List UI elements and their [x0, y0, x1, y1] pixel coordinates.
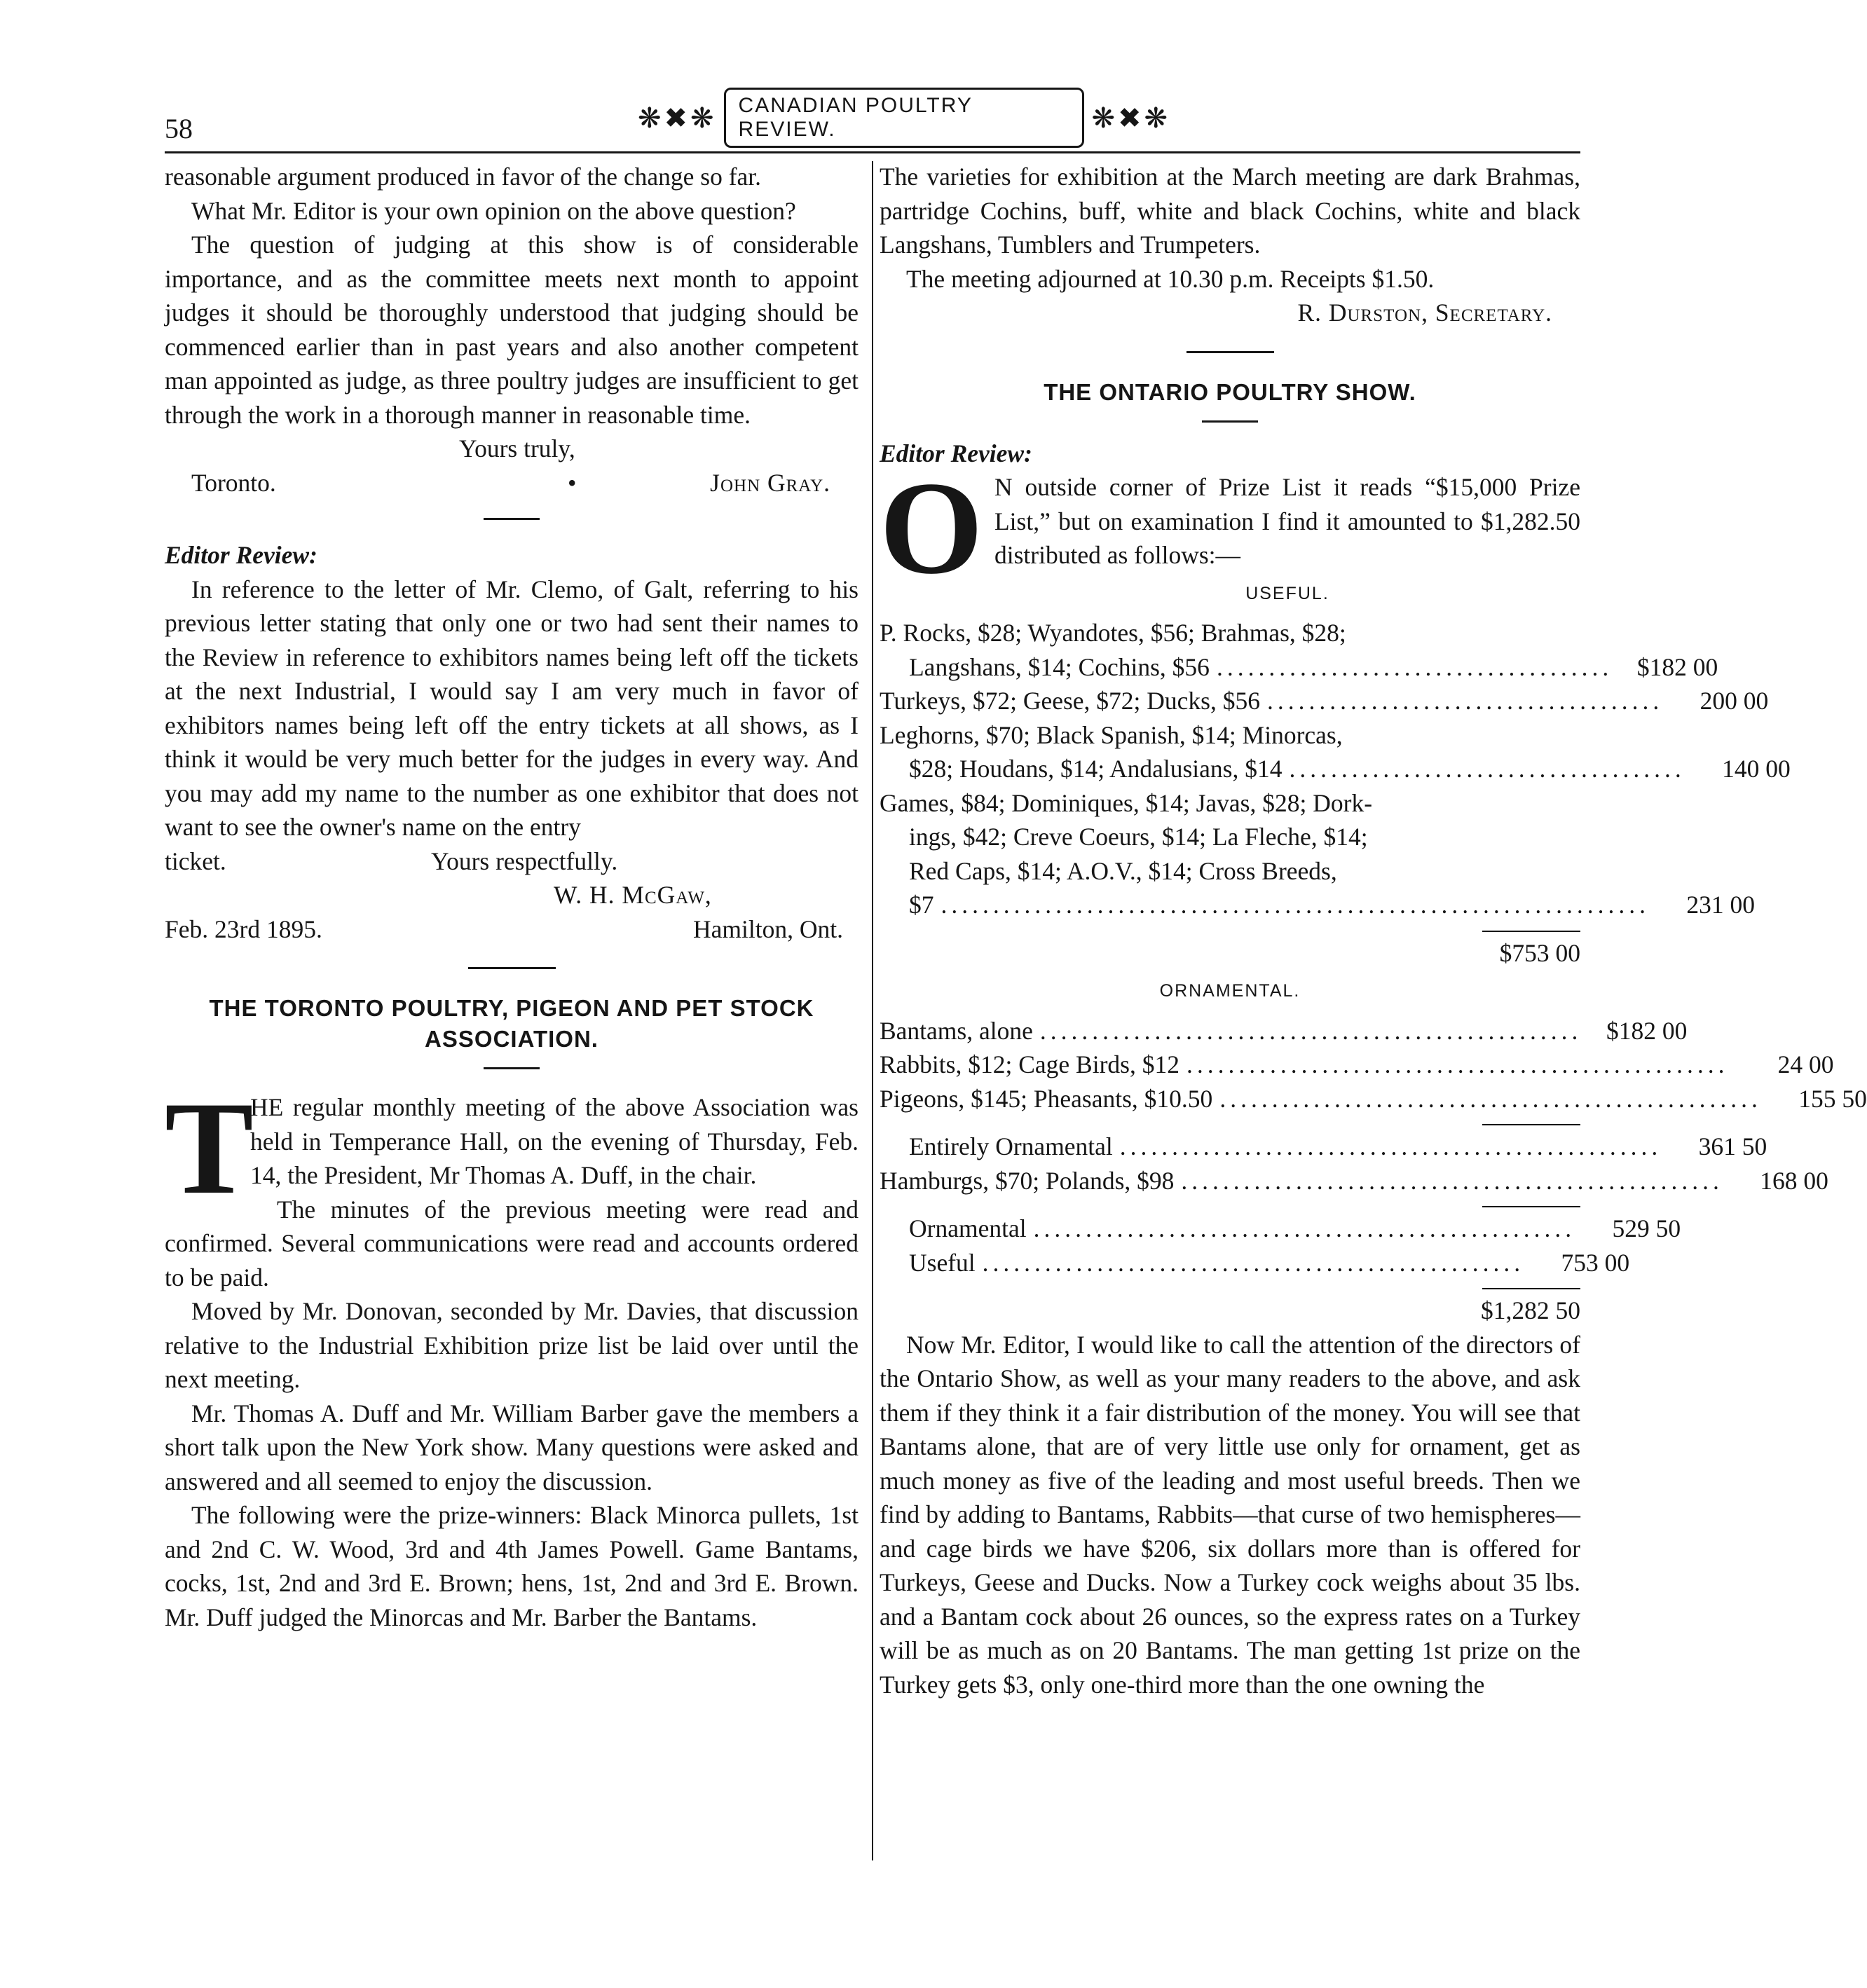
leader-dots: ...................................... — [1267, 687, 1664, 715]
useful-entry — [880, 786, 1755, 922]
entry-amount: $182 00 — [1636, 652, 1718, 681]
entry-label: Rabbits, $12; Cage Birds, $12 — [880, 1050, 1179, 1078]
sum-rule — [1482, 1124, 1580, 1125]
sum-rule — [1482, 1288, 1580, 1289]
text: ticket. — [165, 846, 226, 875]
entry-amount: 24 00 — [1777, 1050, 1834, 1078]
entry-amount: 155 50 — [1798, 1084, 1867, 1113]
entry-label: Ornamental — [909, 1214, 1027, 1242]
entry-label: Turkeys, $72; Geese, $72; Ducks, $56 — [880, 687, 1260, 715]
entry-amount: 231 00 — [1686, 891, 1755, 919]
paragraph: The meeting adjourned at 10.30 p.m. Receipts $1.50. — [906, 264, 1435, 293]
entry-line: ings, $42; Creve Coeurs, $14; La Fleche, $14; — [909, 823, 1368, 851]
entry-label: Entirely Ornamental — [909, 1132, 1113, 1160]
paragraph: The question of judging at this show is of considerable importance, and as the committee meets next month to appoint judges it should be thoroughly understood that judging should be commenced earlier than in past years and also another competent man appointed as judge, as three poultry judges are insufficient to get through the work in a thorough manner in reasonable time. — [165, 231, 859, 429]
entry-label: $7 — [909, 891, 934, 919]
paragraph: What Mr. Editor is your own opinion on the above question? — [191, 196, 796, 225]
place: Toronto. — [191, 468, 276, 497]
entry-label: Bantams, alone — [880, 1016, 1033, 1045]
useful-entry — [880, 616, 1718, 684]
signer: R. Durston, Secretary. — [1297, 299, 1552, 327]
section-label: USEFUL. — [1245, 583, 1329, 603]
paragraph: Moved by Mr. Donovan, seconded by Mr. Davies, that discussion relative to the Industrial Exhibition prize list be laid over until the next meeting. — [165, 1297, 859, 1393]
signoff — [165, 466, 859, 500]
signoff — [165, 912, 859, 947]
leader-dots: .................................................... — [982, 1248, 1525, 1277]
divider — [468, 967, 556, 969]
entry-line: P. Rocks, $28; Wyandotes, $56; Brahmas, $28; — [880, 619, 1346, 647]
section-label: ORNAMENTAL. — [1159, 981, 1301, 1001]
entry-label: Pigeons, $145; Pheasants, $10.50 — [880, 1084, 1213, 1113]
leader-dots: ...................................... — [1289, 755, 1685, 783]
paragraph: Now Mr. Editor, I would like to call the attention of the directors of the Ontario Show, as well as your many readers to the above, and ask them if they think it a fair distribution of the money. You will see that Bantams alone, that are of very little use only for ornament, get as much money as five of the leading and most useful breeds. Then we find by adding to Bantams, Rabbits—that curse of two hemispheres—and cage birds we have $206, six dollars more than is offered for Turkeys, Geese and Ducks. Now a Turkey cock weighs about 35 lbs. and a Bantam cock about 26 ounces, so the express rates on a Turkey will be as much as on 20 Bantams. The man getting 1st prize on the Turkey gets $3, only one-third more than the one owning the — [880, 1330, 1580, 1699]
sum-rule — [1482, 931, 1580, 932]
paragraph: The minutes of the previous meeting were read and confirmed. Several communications were read and accounts ordered to be paid. — [165, 1195, 859, 1291]
leader-dots: ...................................... — [1216, 652, 1613, 681]
paragraph: N outside corner of Prize List it reads “$15,000 Prize List,” but on examination I find it amounted to $1,282.50 distributed as follows:— — [994, 473, 1580, 569]
signoff — [165, 878, 859, 912]
entry-amount: $182 00 — [1606, 1016, 1688, 1045]
entry-amount: 140 00 — [1722, 755, 1791, 783]
entry-row — [880, 1164, 1828, 1198]
entry-amount: 753 00 — [1561, 1248, 1630, 1277]
entry-row — [880, 650, 1718, 685]
divider — [1186, 351, 1274, 353]
leader-dots: .................................................... — [1219, 1084, 1762, 1113]
dropcap: T — [165, 1075, 254, 1222]
page-number: 58 — [165, 113, 193, 144]
divider — [1202, 420, 1258, 423]
ornament-left-icon: ❋✖❋ — [638, 102, 717, 134]
leader-dots: .................................................... — [1181, 1166, 1723, 1195]
entry-amount: 361 50 — [1698, 1132, 1767, 1160]
paragraph: Mr. Thomas A. Duff and Mr. William Barber gave the members a short talk upon the New York show. Many questions were asked and answered and all seemed to enjoy the discussion. — [165, 1399, 859, 1495]
leader-dots: .................................................................... — [941, 891, 1650, 919]
entry-row — [880, 1212, 1681, 1246]
entry-label: $28; Houdans, $14; Andalusians, $14 — [909, 755, 1283, 783]
place: Hamilton, Ont. — [693, 914, 843, 943]
editor-heading: Editor Review: — [165, 541, 317, 569]
entry-row — [880, 752, 1791, 786]
leader-dots: .................................................... — [1033, 1214, 1576, 1242]
entry-row — [880, 1048, 1834, 1082]
entry-amount: 529 50 — [1612, 1214, 1681, 1242]
entry-line: Red Caps, $14; A.O.V., $14; Cross Breeds, — [909, 856, 1337, 885]
leader-dots: .................................................... — [1039, 1016, 1582, 1045]
paragraph: The following were the prize-winners: Black Minorca pullets, 1st and 2nd C. W. Wood, 3rd and 4th James Powell. Game Bantams, cocks, 1st, 2nd and 3rd E. Brown; hens, 1st, 2nd and 3rd E. Brown. Mr. Duff judged the Minorcas and Mr. Barber the Bantams. — [165, 1501, 859, 1631]
section-heading: THE ONTARIO POULTRY SHOW. — [1044, 378, 1416, 405]
closing: Yours truly, — [459, 434, 575, 462]
closing: Yours respectfully. — [431, 846, 618, 875]
entry-row — [880, 888, 1755, 922]
grand-total: $1,282 50 — [1481, 1296, 1580, 1324]
bullet-mark: • — [568, 468, 577, 497]
signoff — [880, 296, 1580, 330]
leader-dots: .................................................... — [1119, 1132, 1662, 1160]
editor-heading: Editor Review: — [880, 439, 1032, 467]
entry-row — [880, 1130, 1767, 1164]
entry-label: Langshans, $14; Cochins, $56 — [909, 652, 1210, 681]
useful-entry — [880, 718, 1791, 786]
dropcap: O — [880, 455, 983, 602]
header-rule — [165, 151, 1580, 153]
entry-amount: 200 00 — [1700, 687, 1769, 715]
leader-dots: .................................................... — [1186, 1050, 1729, 1078]
entry-row — [880, 1246, 1630, 1280]
entry-row — [880, 1014, 1688, 1048]
date: Feb. 23rd 1895. — [165, 914, 322, 943]
entry-label: Hamburgs, $70; Polands, $98 — [880, 1166, 1175, 1195]
column-divider — [872, 161, 873, 1860]
subtotal: $753 00 — [1499, 938, 1580, 967]
masthead-title: CANADIAN POULTRY REVIEW. — [724, 88, 1085, 148]
entry-row — [880, 1082, 1867, 1116]
signoff — [165, 432, 859, 466]
signer: John Gray. — [710, 468, 830, 497]
divider — [484, 518, 540, 520]
divider — [484, 1067, 540, 1069]
masthead — [631, 90, 1177, 146]
paragraph: HE regular monthly meeting of the above Association was held in Temperance Hall, on the evening of Thursday, Feb. 14, the President, Mr Thomas A. Duff, in the chair. — [250, 1093, 859, 1189]
left-column — [165, 160, 859, 1634]
paragraph: reasonable argument produced in favor of the change so far. — [165, 163, 762, 191]
entry-line: Games, $84; Dominiques, $14; Javas, $28; Dork- — [880, 788, 1373, 817]
entry-amount: 168 00 — [1760, 1166, 1828, 1195]
paragraph: The varieties for exhibition at the March meeting are dark Brahmas, partridge Cochins, buff, white and black Cochins, white and black Langshans, Tumblers and Trumpeters. — [880, 163, 1580, 259]
ornament-right-icon: ❋✖❋ — [1091, 102, 1170, 134]
entry-label: Useful — [909, 1248, 976, 1277]
entry-row — [880, 684, 1769, 718]
right-column — [880, 160, 1867, 1701]
signoff — [165, 844, 859, 879]
signer: W. H. McGaw, — [554, 881, 712, 909]
sum-rule — [1482, 1206, 1580, 1207]
entry-line: Leghorns, $70; Black Spanish, $14; Minorcas, — [880, 720, 1343, 749]
dropcap-paragraph — [165, 1075, 859, 1222]
paragraph: In reference to the letter of Mr. Clemo, of Galt, referring to his previous letter stating that only one or two had sent their names to the Review in reference to exhibitors names being left off the tickets at the next Industrial, I would say I am very much in favor of exhibitors names being left off the entry tickets at all shows, as I think it would be very much better for the judges in every way. And you may add my name to the number as one exhibitor that does not want to see the owner's name on the entry — [165, 575, 859, 841]
section-heading: THE TORONTO POULTRY, PIGEON AND PET STOCK ASSOCIATION. — [209, 995, 814, 1052]
